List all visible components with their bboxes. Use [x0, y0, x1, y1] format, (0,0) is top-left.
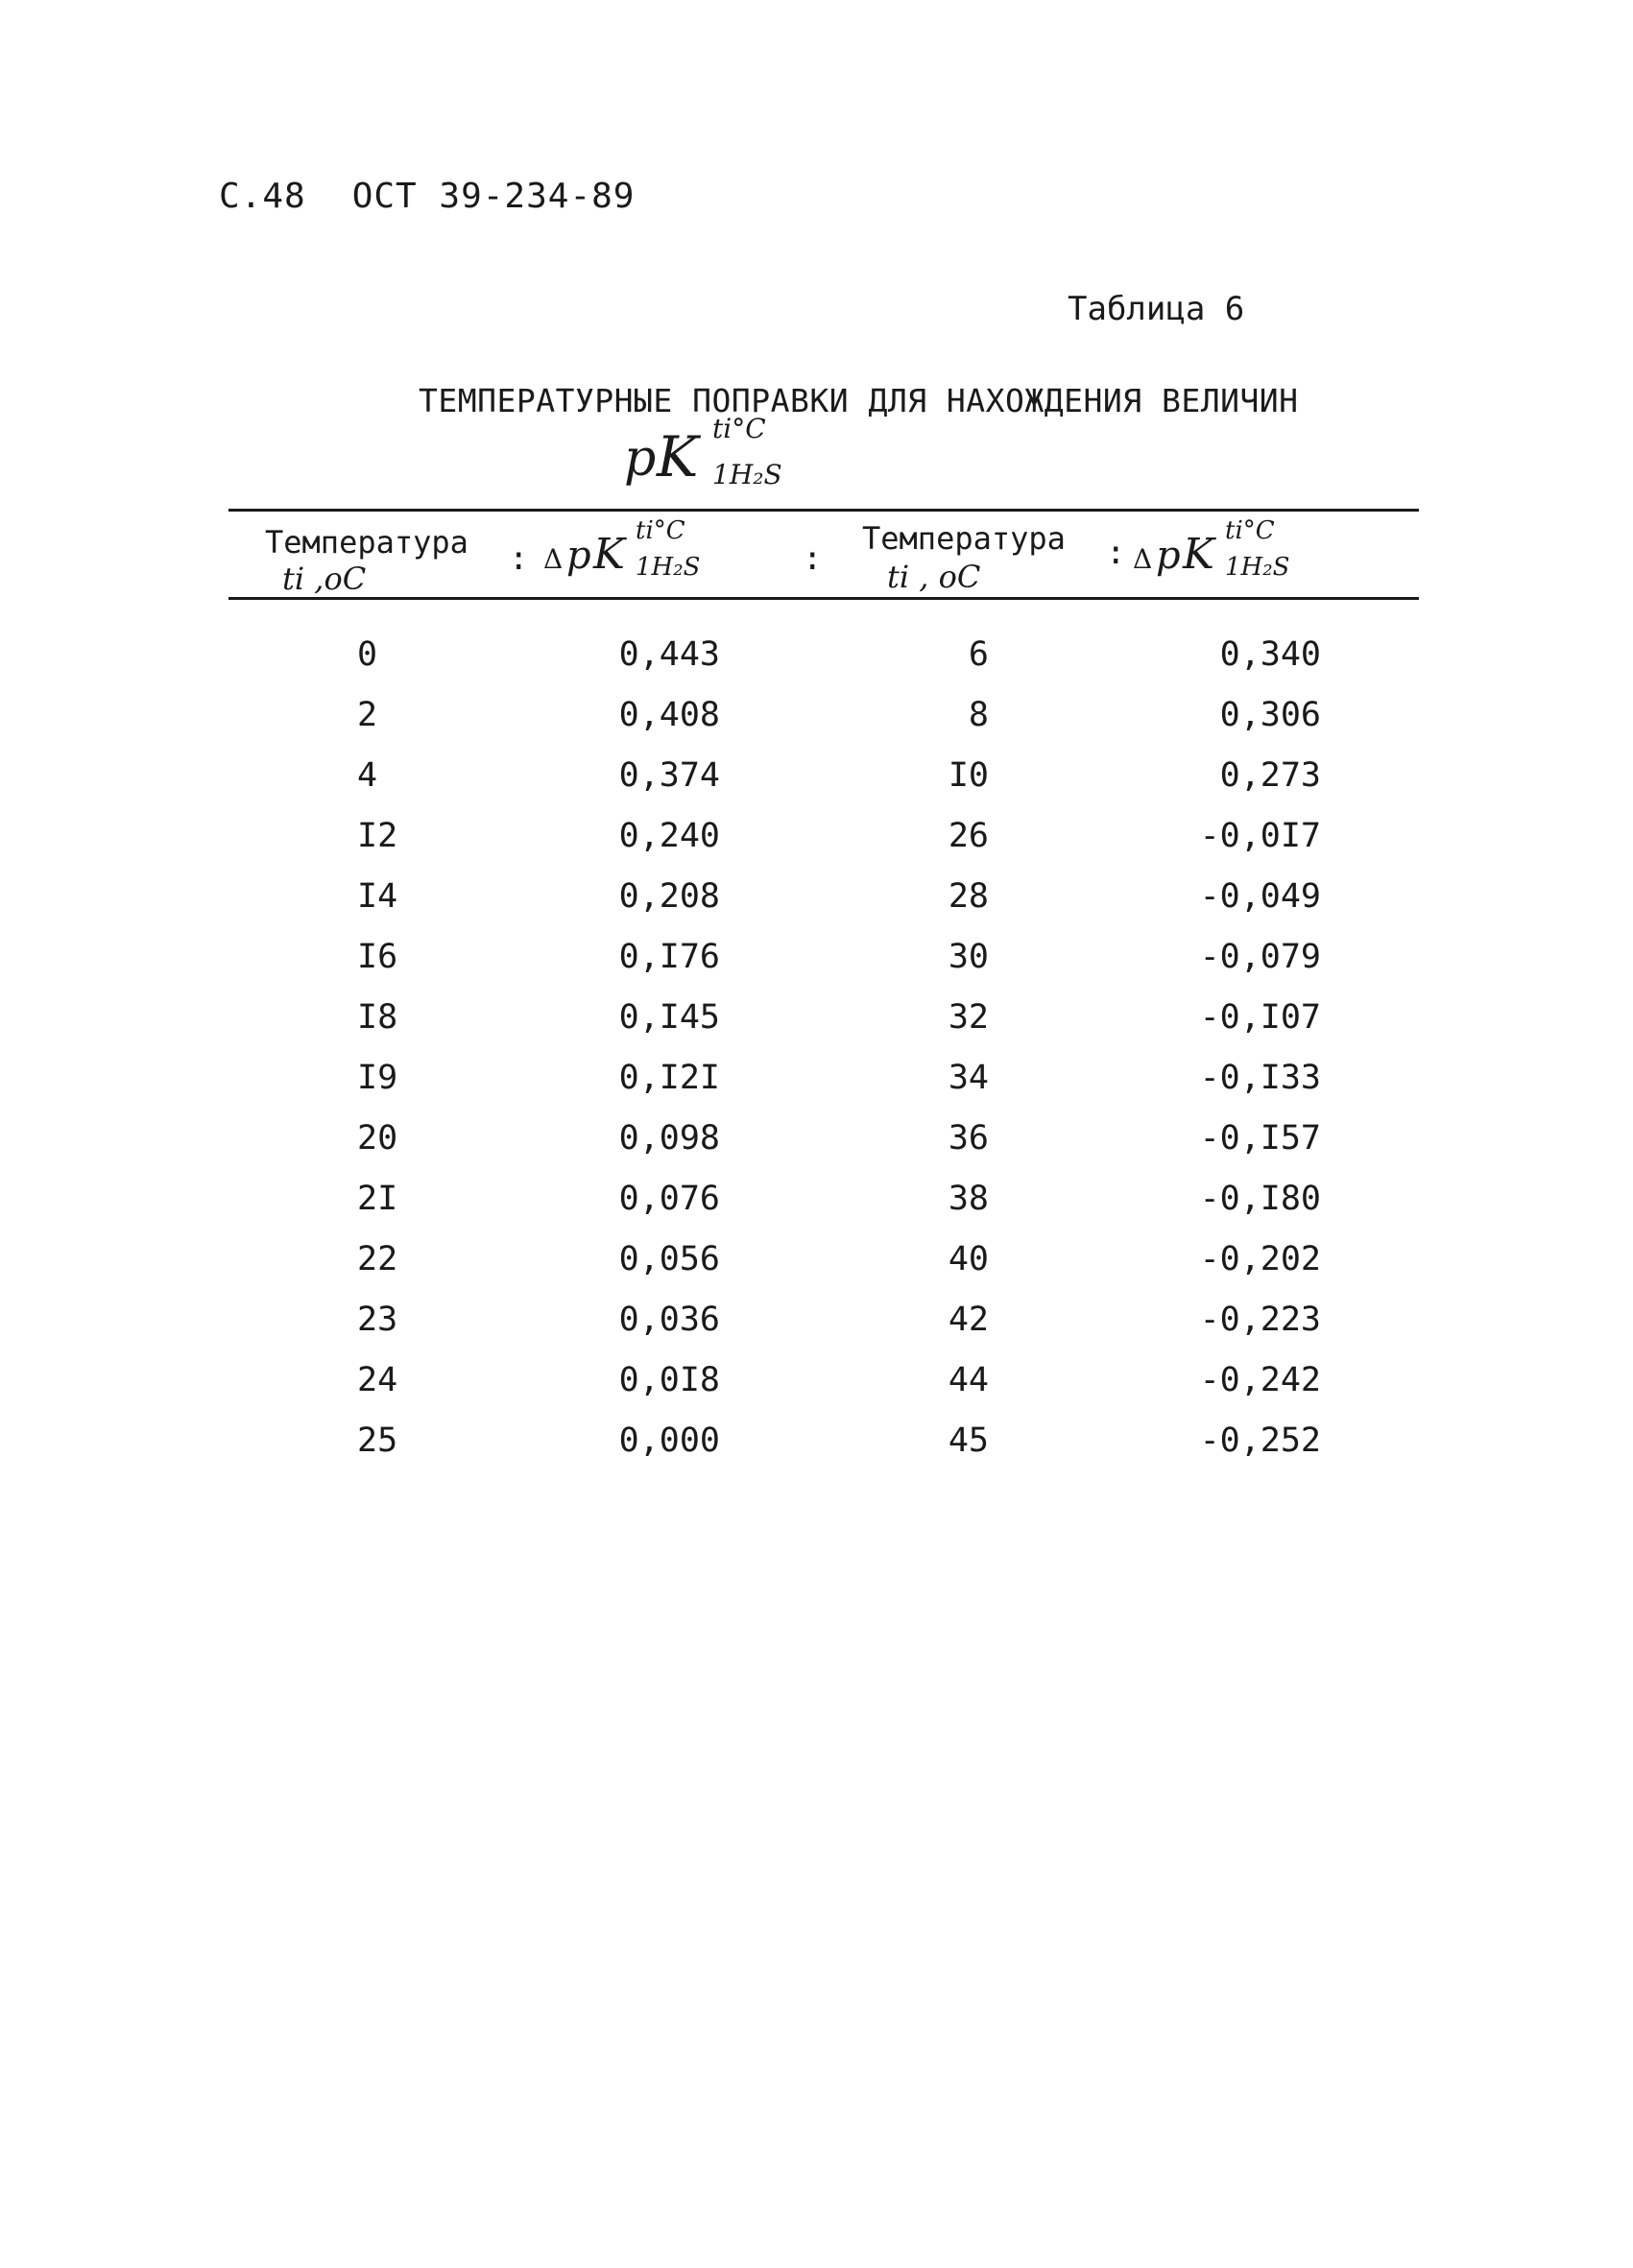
correction-cell: 0,076: [618, 1180, 720, 1218]
table-row: [0, 1240, 1633, 1300]
correction-cell: -0,223: [1199, 1301, 1321, 1339]
temperature-cell: 8: [968, 696, 989, 734]
temperature-cell: 40: [948, 1240, 989, 1278]
temperature-cell: 26: [948, 817, 989, 855]
table-row: [0, 1301, 1633, 1360]
temperature-cell: 25: [357, 1421, 398, 1460]
temperature-cell: 4: [357, 756, 378, 795]
table-number: Таблица 6: [1068, 290, 1245, 328]
header-temperature-label-2: Температура: [862, 520, 1066, 557]
formula-p: p: [1156, 534, 1181, 578]
correction-cell: -0,I07: [1199, 998, 1321, 1037]
temperature-cell: 2: [357, 696, 378, 734]
temperature-cell: 42: [948, 1301, 989, 1339]
header-temperature-2: [862, 520, 1066, 595]
temperature-cell: I8: [357, 998, 398, 1037]
temperature-cell: I9: [357, 1059, 398, 1097]
temperature-cell: 2I: [357, 1180, 398, 1218]
correction-cell: -0,079: [1199, 938, 1321, 976]
temperature-cell: I2: [357, 817, 398, 855]
table-row: [0, 1059, 1633, 1118]
correction-cell: -0,I57: [1199, 1119, 1321, 1158]
table-row: [0, 756, 1633, 816]
correction-cell: 0,056: [618, 1240, 720, 1278]
correction-cell: 0,240: [618, 817, 720, 855]
formula-subscript: 1H₂S: [1225, 553, 1290, 582]
correction-cell: 0,0I8: [618, 1361, 720, 1399]
delta-symbol: Δ: [1133, 543, 1153, 575]
temperature-cell: 30: [948, 938, 989, 976]
temperature-cell: 20: [357, 1119, 398, 1158]
table-row: [0, 1119, 1633, 1179]
correction-cell: 0,I2I: [618, 1059, 720, 1097]
table-row: [0, 1421, 1633, 1481]
formula-k: K: [593, 530, 625, 579]
formula-superscript: ti°C: [712, 413, 766, 444]
formula-superscript: ti°C: [1225, 516, 1275, 545]
page-number: С.48: [219, 177, 306, 216]
correction-cell: 0,443: [618, 635, 720, 674]
temperature-cell: 22: [357, 1240, 398, 1278]
formula-p: p: [624, 430, 657, 488]
correction-cell: -0,252: [1199, 1421, 1321, 1460]
table-row: [0, 635, 1633, 695]
temperature-cell: 32: [948, 998, 989, 1037]
header-separator: :: [509, 539, 529, 578]
table-row: [0, 877, 1633, 937]
temperature-cell: I0: [948, 756, 989, 795]
table-row: [0, 696, 1633, 755]
correction-cell: -0,I80: [1199, 1180, 1321, 1218]
header-separator: :: [803, 539, 823, 578]
correction-cell: 0,000: [618, 1421, 720, 1460]
temperature-cell: 0: [357, 635, 378, 674]
table-top-rule: [228, 509, 1419, 512]
temperature-cell: 24: [357, 1361, 398, 1399]
correction-cell: 0,208: [618, 877, 720, 916]
temperature-cell: 36: [948, 1119, 989, 1158]
temperature-cell: 23: [357, 1301, 398, 1339]
formula-subscript: 1H₂S: [636, 553, 701, 582]
correction-cell: 0,I45: [618, 998, 720, 1037]
table-row: [0, 1180, 1633, 1239]
correction-cell: 0,098: [618, 1119, 720, 1158]
correction-cell: 0,340: [1219, 635, 1321, 674]
correction-cell: -0,I33: [1199, 1059, 1321, 1097]
temperature-cell: 45: [948, 1421, 989, 1460]
title-formula: [624, 413, 874, 509]
header-separator: :: [1106, 534, 1126, 572]
page-header: [219, 177, 635, 216]
correction-cell: 0,306: [1219, 696, 1321, 734]
correction-cell: -0,049: [1199, 877, 1321, 916]
correction-cell: 0,I76: [618, 938, 720, 976]
correction-cell: 0,408: [618, 696, 720, 734]
header-temperature-label-1: Температура: [265, 524, 468, 561]
correction-cell: 0,036: [618, 1301, 720, 1339]
standard-code: ОСТ 39-234-89: [351, 177, 636, 216]
temperature-cell: 44: [948, 1361, 989, 1399]
header-temperature-1: [265, 524, 468, 597]
table-row: [0, 817, 1633, 876]
table-header-rule: [228, 597, 1419, 600]
table-row: [0, 1361, 1633, 1420]
formula-k: K: [1183, 530, 1214, 579]
header-delta-formula-1: [543, 516, 735, 593]
table-title: ТЕМПЕРАТУРНЫЕ ПОПРАВКИ ДЛЯ НАХОЖДЕНИЯ ВЕЛИЧИН: [419, 382, 1299, 419]
temperature-cell: I4: [357, 877, 398, 916]
formula-p: p: [566, 534, 591, 578]
temperature-cell: 34: [948, 1059, 989, 1097]
table-row: [0, 938, 1633, 997]
temperature-cell: 6: [968, 635, 989, 674]
table-row: [0, 998, 1633, 1058]
temperature-cell: I6: [357, 938, 398, 976]
temperature-cell: 28: [948, 877, 989, 916]
formula-superscript: ti°C: [636, 516, 685, 545]
temperature-cell: 38: [948, 1180, 989, 1218]
formula-k: K: [657, 424, 699, 489]
header-temperature-symbol-2: ti , oC: [887, 559, 981, 595]
header-delta-formula-2: [1133, 516, 1325, 593]
correction-cell: -0,202: [1199, 1240, 1321, 1278]
correction-cell: 0,374: [618, 756, 720, 795]
delta-symbol: Δ: [543, 543, 564, 575]
header-temperature-symbol-1: ti ,oC: [282, 561, 367, 597]
correction-cell: -0,242: [1199, 1361, 1321, 1399]
correction-cell: 0,273: [1219, 756, 1321, 795]
formula-subscript: 1H₂S: [712, 459, 782, 490]
correction-cell: -0,0I7: [1199, 817, 1321, 855]
